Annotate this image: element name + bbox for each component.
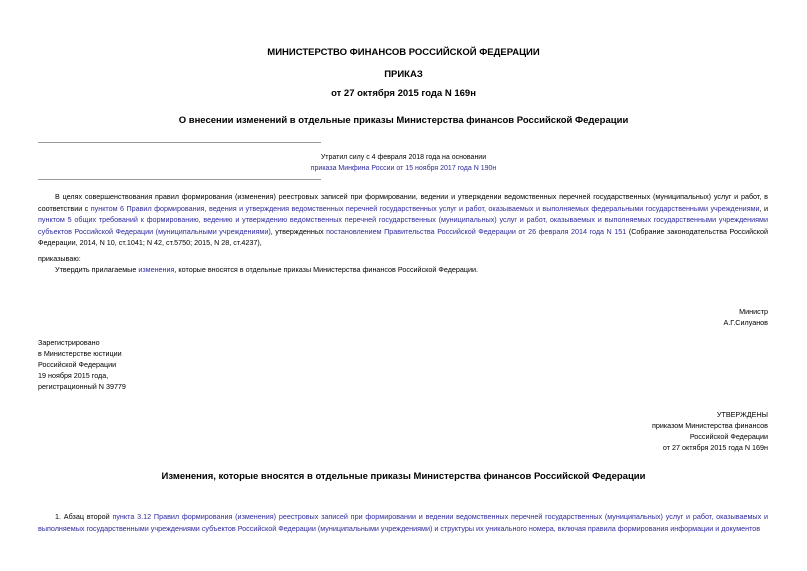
status-note: Утратил силу с 4 февраля 2018 года на основании [320, 154, 487, 161]
status-note-link-line [0, 163, 807, 175]
signature-name: А.Г.Силуанов [723, 318, 768, 327]
repeal-order-link[interactable]: приказа Минфина России от 15 ноября 2017 года N 190н [310, 165, 497, 172]
approval-line: Российской Федерации [689, 432, 768, 441]
registration-line: в Министерстве юстиции [38, 349, 122, 358]
preamble-paragraph [38, 191, 768, 249]
item-1-text: 1. Абзац второй [55, 512, 113, 521]
signature-position: Министр [739, 307, 768, 316]
order-word: приказываю: [38, 254, 81, 263]
preamble-link-general-requirements-point-5[interactable]: пунктом 5 общих требований к формированию, ведению и утверждению ведомственных перечней государственных (муниципальных) услуг и работ, оказываемых и выполняемых государственными учреждениями субъектов Российской Федерации (муниципальными учреждениями) [38, 215, 768, 236]
registration-line: Российской Федерации [38, 360, 117, 369]
document-type: ПРИКАЗ [384, 69, 423, 80]
divider-bottom [38, 179, 321, 180]
changes-link[interactable]: изменения [138, 265, 175, 274]
ministry-heading: МИНИСТЕРСТВО ФИНАНСОВ РОССИЙСКОЙ ФЕДЕРАЦИИ [267, 47, 540, 58]
order-text-2: , которые вносятся в отдельные приказы Министерства финансов Российской Федерации. [174, 265, 479, 274]
document-date-number: от 27 октября 2015 года N 169н [331, 88, 476, 99]
preamble-link-government-decree[interactable]: постановлением Правительства Российской Федерации от 26 февраля 2014 года N 151 [326, 226, 627, 236]
preamble-text-1: В целях совершенствования правил формирования (изменения) реестровых записей при формировании, ведении и утверждении ведомственных перечней государственных (муниципальных) услуг и работ, в соответствии с [38, 192, 768, 213]
preamble-link-rules-point-6[interactable]: пунктом 6 Правил формирования, ведения и утверждения ведомственных перечней государственных услуг и работ, оказываемых и выполняемых федеральными государственными учреждениями [90, 203, 760, 213]
preamble-text-2: , и [759, 203, 769, 213]
changes-title: Изменения, которые вносятся в отдельные приказы Министерства финансов Российской Федерации [161, 471, 646, 482]
document-title: О внесении изменений в отдельные приказы Министерства финансов Российской Федерации [178, 115, 629, 126]
approval-line: УТВЕРЖДЕНЫ [716, 410, 768, 419]
divider-top [38, 142, 321, 143]
approval-line: от 27 октября 2015 года N 169н [662, 443, 768, 452]
approval-line: приказом Министерства финансов [651, 421, 768, 430]
preamble-text-3: , утвержденных [270, 226, 327, 236]
registration-line: регистрационный N 39779 [38, 382, 126, 391]
registration-line: Зарегистрировано [38, 338, 100, 347]
registration-line: 19 ноября 2015 года, [38, 371, 109, 380]
preamble-text-4: (Собрание законодательства Российской Федерации, 2014, N 10, ст.1041; N 42, ст.5750; 2015, N 28, ст.4237), [38, 226, 769, 248]
order-text-1: Утвердить прилагаемые [55, 265, 139, 274]
item-1-rules-link[interactable]: пункта 3.12 Правил формирования (изменения) реестровых записей при формировании и ведении ведомственных перечней государственных (муниципальных) услуг и работ, оказываемых и выполняемых государственными учреждениями субъектов Российской Федерации (муниципальными учреждениями) и структуры их уникального номера, включая правила формирования информации и документов [38, 512, 769, 533]
order-paragraph [55, 264, 768, 276]
changes-item-1 [38, 511, 768, 534]
